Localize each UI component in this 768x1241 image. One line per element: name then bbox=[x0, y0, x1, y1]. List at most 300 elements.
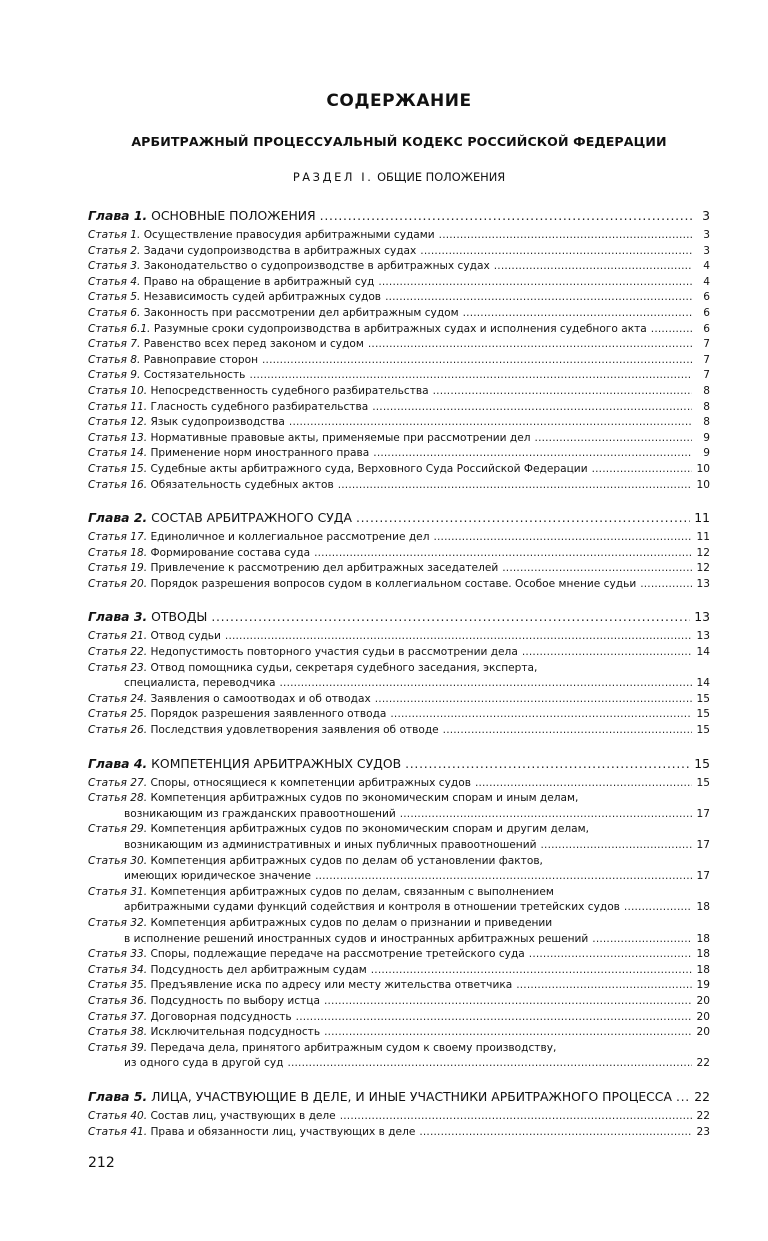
article-continuation bbox=[88, 838, 710, 854]
article-label bbox=[88, 692, 371, 708]
article-title: Права и обязанности лиц, участвующих в деле bbox=[150, 1125, 416, 1138]
article-entry[interactable] bbox=[88, 478, 710, 494]
article-title: Законодательство о судопроизводстве в арбитражных судах bbox=[143, 260, 490, 273]
article-page: 15 bbox=[696, 724, 710, 737]
article-prefix: Статья 23. bbox=[88, 661, 148, 674]
dot-leader bbox=[640, 577, 692, 593]
dot-leader bbox=[624, 900, 692, 916]
article-continuation bbox=[88, 807, 710, 823]
chapter-entry[interactable] bbox=[88, 206, 710, 225]
chapter-prefix: Глава 3. bbox=[88, 609, 148, 625]
article-title: Осуществление правосудия арбитражными судами bbox=[143, 229, 435, 241]
article-label bbox=[88, 244, 416, 260]
article-label bbox=[88, 259, 490, 275]
article-prefix: Статья 15. bbox=[88, 462, 148, 475]
article-prefix: Статья 25. bbox=[88, 708, 148, 721]
article-label bbox=[88, 462, 588, 478]
dot-leader bbox=[592, 932, 692, 948]
article-page: 18 bbox=[696, 901, 710, 914]
article-title: Состязательность bbox=[143, 369, 246, 382]
dot-leader bbox=[502, 561, 692, 577]
article-entry[interactable] bbox=[88, 978, 710, 994]
article-title-cont: возникающим из гражданских правоотношений bbox=[124, 807, 396, 820]
chapter-block bbox=[88, 206, 710, 493]
article-continuation bbox=[88, 932, 710, 948]
article-prefix: Статья 18. bbox=[88, 546, 148, 559]
article-label bbox=[88, 707, 386, 723]
article-title: Гласность судебного разбирательства bbox=[150, 400, 369, 413]
article-title: Компетенция арбитражных судов по экономическим спорам и другим делам, bbox=[150, 823, 589, 836]
chapter-title: ОТВОДЫ bbox=[151, 609, 208, 625]
article-page: 12 bbox=[696, 546, 710, 559]
article-page: 22 bbox=[696, 1057, 710, 1070]
article-label bbox=[88, 322, 647, 338]
article-prefix: Статья 36. bbox=[88, 994, 148, 1007]
dot-leader bbox=[338, 478, 692, 494]
chapter-prefix: Глава 4. bbox=[88, 755, 148, 771]
article-title: Заявления о самоотводах и об отводах bbox=[150, 692, 371, 705]
chapter-page: 22 bbox=[694, 1088, 710, 1104]
article-page: 13 bbox=[696, 577, 710, 590]
chapter-page: 15 bbox=[694, 755, 710, 771]
article-label bbox=[88, 947, 525, 963]
article-page: 10 bbox=[696, 478, 710, 491]
article-entry[interactable] bbox=[88, 259, 710, 275]
article-title-cont: в исполнение решений иностранных судов и иностранных арбитражных решений bbox=[124, 932, 589, 945]
article-first-line bbox=[88, 661, 710, 677]
article-prefix: Статья 37. bbox=[88, 1010, 148, 1023]
article-entry[interactable] bbox=[88, 692, 710, 708]
article-label bbox=[88, 1010, 292, 1026]
article-page: 9 bbox=[703, 431, 710, 444]
dot-leader bbox=[475, 776, 692, 792]
article-entry[interactable] bbox=[88, 791, 710, 822]
article-label bbox=[88, 415, 285, 431]
article-first-line bbox=[88, 854, 710, 870]
article-prefix: Статья 38. bbox=[88, 1026, 148, 1039]
article-page: 20 bbox=[696, 994, 710, 1007]
chapter-prefix: Глава 5. bbox=[88, 1088, 148, 1104]
article-label bbox=[88, 306, 459, 322]
article-page: 23 bbox=[696, 1125, 710, 1138]
dot-leader bbox=[385, 290, 692, 306]
article-prefix: Статья 20. bbox=[88, 577, 148, 590]
article-entry[interactable] bbox=[88, 1010, 710, 1026]
article-entry[interactable] bbox=[88, 723, 710, 739]
dot-leader bbox=[494, 259, 692, 275]
article-entry[interactable] bbox=[88, 661, 710, 692]
article-title: Недопустимость повторного участия судьи в рассмотрении дела bbox=[150, 646, 518, 659]
dot-leader bbox=[373, 446, 692, 462]
dot-leader bbox=[289, 415, 692, 431]
chapter-prefix: Глава 2. bbox=[88, 510, 148, 526]
article-page: 8 bbox=[703, 400, 710, 413]
article-prefix: Статья 2. bbox=[88, 244, 141, 257]
article-prefix: Статья 3. bbox=[88, 260, 141, 273]
article-title: Договорная подсудность bbox=[150, 1010, 292, 1023]
article-title: Формирование состава суда bbox=[150, 546, 311, 559]
article-page: 14 bbox=[696, 646, 710, 659]
dot-leader bbox=[371, 963, 692, 979]
article-label bbox=[88, 577, 636, 593]
dot-leader bbox=[249, 368, 692, 384]
article-title: Судебные акты арбитражного суда, Верховного Суда Российской Федерации bbox=[150, 462, 588, 475]
code-title: АРБИТРАЖНЫЙ ПРОЦЕССУАЛЬНЫЙ КОДЕКС РОССИЙСКОЙ ФЕДЕРАЦИИ bbox=[131, 134, 667, 149]
dot-leader bbox=[296, 1010, 692, 1026]
article-entry[interactable] bbox=[88, 963, 710, 979]
chapter-page: 13 bbox=[694, 609, 710, 625]
article-first-line bbox=[88, 822, 710, 838]
article-first-line bbox=[88, 885, 710, 901]
chapter-block bbox=[88, 754, 710, 1072]
dot-leader bbox=[529, 947, 692, 963]
article-entry[interactable] bbox=[88, 368, 710, 384]
article-continuation bbox=[88, 676, 710, 692]
article-label bbox=[88, 723, 439, 739]
chapter-title: СОСТАВ АРБИТРАЖНОГО СУДА bbox=[151, 510, 352, 526]
dot-leader bbox=[375, 692, 692, 708]
article-label bbox=[88, 290, 381, 306]
article-label bbox=[88, 629, 221, 645]
article-prefix: Статья 27. bbox=[88, 776, 148, 789]
article-title: Применение норм иностранного права bbox=[150, 447, 370, 460]
article-title: Равенство всех перед законом и судом bbox=[143, 338, 364, 351]
article-page: 17 bbox=[696, 870, 710, 883]
dot-leader bbox=[522, 645, 692, 661]
article-title: Подсудность дел арбитражным судам bbox=[150, 963, 367, 976]
dot-leader bbox=[320, 206, 692, 225]
article-prefix: Статья 24. bbox=[88, 692, 148, 705]
dot-leader bbox=[314, 546, 692, 562]
page-number: 212 bbox=[88, 1155, 115, 1171]
article-entry[interactable] bbox=[88, 947, 710, 963]
article-page: 18 bbox=[696, 932, 710, 945]
dot-leader bbox=[324, 1025, 692, 1041]
article-prefix: Статья 30. bbox=[88, 854, 148, 867]
chapter-block bbox=[88, 508, 710, 592]
article-first-line bbox=[88, 791, 710, 807]
article-prefix: Статья 17. bbox=[88, 531, 148, 544]
section-heading bbox=[88, 168, 710, 186]
dot-leader bbox=[535, 431, 692, 447]
article-entry[interactable] bbox=[88, 707, 710, 723]
article-continuation bbox=[88, 900, 710, 916]
article-label bbox=[88, 400, 368, 416]
article-page: 13 bbox=[696, 630, 710, 643]
article-prefix: Статья 10. bbox=[88, 384, 148, 397]
article-title: Равноправие сторон bbox=[143, 353, 258, 366]
chapter-entry[interactable] bbox=[88, 607, 710, 626]
article-label bbox=[88, 353, 258, 369]
article-label bbox=[88, 978, 512, 994]
dot-leader bbox=[405, 754, 690, 773]
article-title: Задачи судопроизводства в арбитражных судах bbox=[143, 244, 417, 257]
dot-leader bbox=[280, 676, 692, 692]
dot-leader bbox=[433, 530, 692, 546]
chapter-entry[interactable] bbox=[88, 508, 710, 527]
article-prefix: Статья 4. bbox=[88, 275, 141, 288]
article-label bbox=[88, 546, 310, 562]
chapter-page: 3 bbox=[702, 208, 710, 223]
article-entry[interactable] bbox=[88, 994, 710, 1010]
article-prefix: Статья 14. bbox=[88, 447, 148, 460]
article-prefix: Статья 32. bbox=[88, 916, 148, 929]
dot-leader bbox=[541, 838, 693, 854]
article-title: Нормативные правовые акты, применяемые при рассмотрении дел bbox=[150, 431, 531, 444]
article-prefix: Статья 35. bbox=[88, 979, 148, 992]
article-entry[interactable] bbox=[88, 854, 710, 885]
article-title: Предъявление иска по адресу или месту жительства ответчика bbox=[150, 979, 513, 992]
article-title: Компетенция арбитражных судов по делам, связанным с выполнением bbox=[150, 885, 554, 898]
article-prefix: Статья 22. bbox=[88, 646, 148, 659]
chapter-title: ЛИЦА, УЧАСТВУЮЩИЕ В ДЕЛЕ, И ИНЫЕ УЧАСТНИКИ АРБИТРАЖНОГО ПРОЦЕССА bbox=[151, 1088, 672, 1104]
article-entry[interactable] bbox=[88, 546, 710, 562]
article-entry[interactable] bbox=[88, 415, 710, 431]
article-label bbox=[88, 561, 498, 577]
dot-leader bbox=[433, 384, 692, 400]
article-title-cont: арбитражными судами функций содействия и контроля в отношении третейских судов bbox=[124, 901, 620, 914]
article-prefix: Статья 21. bbox=[88, 630, 148, 643]
article-entry[interactable] bbox=[88, 885, 710, 916]
article-entry[interactable] bbox=[88, 446, 710, 462]
article-label bbox=[88, 384, 429, 400]
article-entry[interactable] bbox=[88, 629, 710, 645]
dot-leader bbox=[287, 1056, 692, 1072]
article-page: 22 bbox=[696, 1109, 710, 1122]
dot-leader bbox=[463, 306, 692, 322]
article-page: 6 bbox=[703, 306, 710, 319]
article-prefix: Статья 19. bbox=[88, 562, 148, 575]
article-page: 10 bbox=[696, 462, 710, 475]
chapter-label bbox=[88, 754, 401, 773]
dot-leader bbox=[439, 228, 692, 244]
article-page: 17 bbox=[696, 839, 710, 851]
dot-leader bbox=[592, 462, 692, 478]
chapter-prefix: Глава 1. bbox=[88, 208, 148, 223]
dot-leader bbox=[378, 275, 692, 291]
article-entry[interactable] bbox=[88, 1109, 710, 1125]
article-label bbox=[88, 530, 429, 546]
article-entry[interactable] bbox=[88, 275, 710, 291]
article-page: 7 bbox=[703, 353, 710, 366]
article-entry[interactable] bbox=[88, 337, 710, 353]
dot-leader bbox=[368, 337, 692, 353]
article-page: 11 bbox=[696, 531, 710, 544]
article-entry[interactable] bbox=[88, 1125, 710, 1141]
article-page: 17 bbox=[696, 807, 710, 820]
article-entry[interactable] bbox=[88, 353, 710, 369]
article-label bbox=[88, 1109, 336, 1125]
article-title-cont: имеющих юридическое значение bbox=[124, 870, 312, 883]
article-entry[interactable] bbox=[88, 290, 710, 306]
article-title: Компетенция арбитражных судов по делам об установлении фактов, bbox=[150, 854, 543, 867]
article-prefix: Статья 26. bbox=[88, 724, 148, 737]
article-title: Законность при рассмотрении дел арбитражным судом bbox=[143, 306, 459, 319]
article-page: 4 bbox=[703, 260, 710, 273]
article-page: 12 bbox=[696, 562, 710, 575]
article-first-line bbox=[88, 1041, 710, 1057]
table-of-contents bbox=[88, 0, 710, 1140]
article-label bbox=[88, 431, 531, 447]
article-label bbox=[88, 963, 367, 979]
chapter-label bbox=[88, 607, 207, 626]
article-entry[interactable] bbox=[88, 645, 710, 661]
article-page: 15 bbox=[696, 692, 710, 705]
dot-leader bbox=[372, 400, 692, 416]
article-prefix: Статья 7. bbox=[88, 338, 141, 351]
article-prefix: Статья 5. bbox=[88, 291, 141, 304]
toc-list bbox=[88, 206, 710, 1140]
article-title: Независимость судей арбитражных судов bbox=[143, 291, 382, 304]
article-title: Право на обращение в арбитражный суд bbox=[143, 275, 375, 288]
article-page: 15 bbox=[696, 776, 710, 789]
dot-leader bbox=[443, 723, 692, 739]
page-title: СОДЕРЖАНИЕ bbox=[326, 91, 472, 111]
dot-leader bbox=[356, 508, 690, 527]
article-title: Передача дела, принятого арбитражным судом к своему производству, bbox=[150, 1041, 557, 1054]
section-prefix: РАЗДЕЛ I. bbox=[292, 170, 374, 184]
article-label bbox=[88, 478, 334, 494]
dot-leader bbox=[651, 322, 692, 338]
article-entry[interactable] bbox=[88, 400, 710, 416]
article-title: Порядок разрешения вопросов судом в коллегиальном составе. Особое мнение судьи bbox=[150, 577, 637, 590]
article-page: 6 bbox=[703, 322, 710, 335]
article-label bbox=[88, 228, 435, 244]
dot-leader bbox=[262, 353, 692, 369]
article-prefix: Статья 6. bbox=[88, 306, 141, 319]
chapter-entry[interactable] bbox=[88, 754, 710, 773]
dot-leader bbox=[516, 978, 692, 994]
article-prefix: Статья 1. bbox=[88, 229, 141, 241]
article-entry[interactable] bbox=[88, 822, 710, 853]
article-label bbox=[88, 1025, 320, 1041]
article-label bbox=[88, 446, 369, 462]
chapter-block bbox=[88, 607, 710, 738]
dot-leader bbox=[676, 1087, 690, 1106]
article-page: 7 bbox=[703, 338, 710, 351]
article-title: Исключительная подсудность bbox=[150, 1026, 321, 1039]
article-entry[interactable] bbox=[88, 244, 710, 260]
article-title: Отвод помощника судьи, секретаря судебного заседания, эксперта, bbox=[150, 661, 538, 674]
dot-leader bbox=[225, 629, 692, 645]
chapter-label bbox=[88, 206, 316, 225]
article-page: 8 bbox=[703, 416, 710, 429]
article-label bbox=[88, 337, 364, 353]
dot-leader bbox=[419, 1125, 692, 1141]
dot-leader bbox=[420, 244, 692, 260]
article-page: 18 bbox=[696, 963, 710, 976]
article-entry[interactable] bbox=[88, 561, 710, 577]
article-prefix: Статья 40. bbox=[88, 1109, 148, 1122]
article-entry[interactable] bbox=[88, 431, 710, 447]
article-prefix: Статья 12. bbox=[88, 416, 148, 429]
dot-leader bbox=[324, 994, 692, 1010]
article-page: 4 bbox=[703, 275, 710, 288]
article-page: 18 bbox=[696, 948, 710, 961]
article-page: 3 bbox=[703, 229, 710, 241]
article-title: Компетенция арбитражных судов по экономическим спорам и иным делам, bbox=[150, 792, 579, 805]
article-prefix: Статья 41. bbox=[88, 1125, 148, 1138]
article-prefix: Статья 31. bbox=[88, 885, 148, 898]
article-prefix: Статья 6.1. bbox=[88, 322, 151, 335]
article-title: Споры, относящиеся к компетенции арбитражных судов bbox=[150, 776, 471, 789]
article-prefix: Статья 9. bbox=[88, 369, 141, 382]
article-prefix: Статья 13. bbox=[88, 431, 148, 444]
article-title: Споры, подлежащие передаче на рассмотрение третейского суда bbox=[150, 948, 525, 961]
article-page: 7 bbox=[703, 369, 710, 382]
article-entry[interactable] bbox=[88, 322, 710, 338]
article-page: 3 bbox=[703, 244, 710, 257]
article-entry[interactable] bbox=[88, 1025, 710, 1041]
article-prefix: Статья 11. bbox=[88, 400, 148, 413]
dot-leader bbox=[400, 807, 692, 823]
article-label bbox=[88, 368, 245, 384]
article-entry[interactable] bbox=[88, 228, 710, 244]
article-continuation bbox=[88, 869, 710, 885]
article-page: 20 bbox=[696, 1010, 710, 1023]
article-label bbox=[88, 994, 320, 1010]
article-title: Состав лиц, участвующих в деле bbox=[150, 1109, 336, 1122]
article-entry[interactable] bbox=[88, 916, 710, 947]
article-continuation bbox=[88, 1056, 710, 1072]
article-title: Единоличное и коллегиальное рассмотрение дел bbox=[150, 531, 430, 544]
article-title: Последствия удовлетворения заявления об отводе bbox=[150, 724, 439, 737]
article-title-cont: из одного суда в другой суд bbox=[124, 1057, 284, 1070]
chapter-block bbox=[88, 1087, 710, 1140]
article-entry[interactable] bbox=[88, 384, 710, 400]
article-prefix: Статья 16. bbox=[88, 478, 148, 491]
article-entry[interactable] bbox=[88, 530, 710, 546]
article-prefix: Статья 8. bbox=[88, 353, 141, 366]
article-title-cont: возникающим из административных и иных публичных правоотношений bbox=[124, 839, 537, 851]
section-title: ОБЩИЕ ПОЛОЖЕНИЯ bbox=[377, 170, 506, 184]
article-title: Отвод судьи bbox=[150, 630, 221, 643]
article-label bbox=[88, 776, 471, 792]
article-prefix: Статья 33. bbox=[88, 948, 148, 961]
article-page: 20 bbox=[696, 1026, 710, 1039]
article-title: Обязательность судебных актов bbox=[150, 478, 334, 491]
article-title: Порядок разрешения заявленного отвода bbox=[150, 708, 387, 721]
chapter-entry[interactable] bbox=[88, 1087, 710, 1106]
chapter-label bbox=[88, 1087, 672, 1106]
article-entry[interactable] bbox=[88, 462, 710, 478]
chapter-label bbox=[88, 508, 352, 527]
article-entry[interactable] bbox=[88, 577, 710, 593]
article-prefix: Статья 34. bbox=[88, 963, 148, 976]
article-label bbox=[88, 275, 374, 291]
article-page: 8 bbox=[703, 384, 710, 397]
article-page: 19 bbox=[696, 979, 710, 992]
article-prefix: Статья 28. bbox=[88, 792, 148, 805]
article-page: 6 bbox=[703, 291, 710, 304]
article-page: 15 bbox=[696, 708, 710, 721]
article-page: 14 bbox=[696, 677, 710, 690]
chapter-title: КОМПЕТЕНЦИЯ АРБИТРАЖНЫХ СУДОВ bbox=[151, 755, 402, 771]
article-title: Разумные сроки судопроизводства в арбитражных судах и исполнения судебного акта bbox=[153, 322, 647, 335]
article-first-line bbox=[88, 916, 710, 932]
article-prefix: Статья 29. bbox=[88, 823, 148, 836]
article-entry[interactable] bbox=[88, 1041, 710, 1072]
article-title: Подсудность по выбору истца bbox=[150, 994, 320, 1007]
article-entry[interactable] bbox=[88, 776, 710, 792]
dot-leader bbox=[340, 1109, 692, 1125]
article-title: Непосредственность судебного разбирательства bbox=[150, 384, 429, 397]
article-title: Привлечение к рассмотрению дел арбитражных заседателей bbox=[150, 562, 499, 575]
article-entry[interactable] bbox=[88, 306, 710, 322]
article-label bbox=[88, 1125, 415, 1141]
article-label bbox=[88, 645, 518, 661]
article-prefix: Статья 39. bbox=[88, 1041, 148, 1054]
